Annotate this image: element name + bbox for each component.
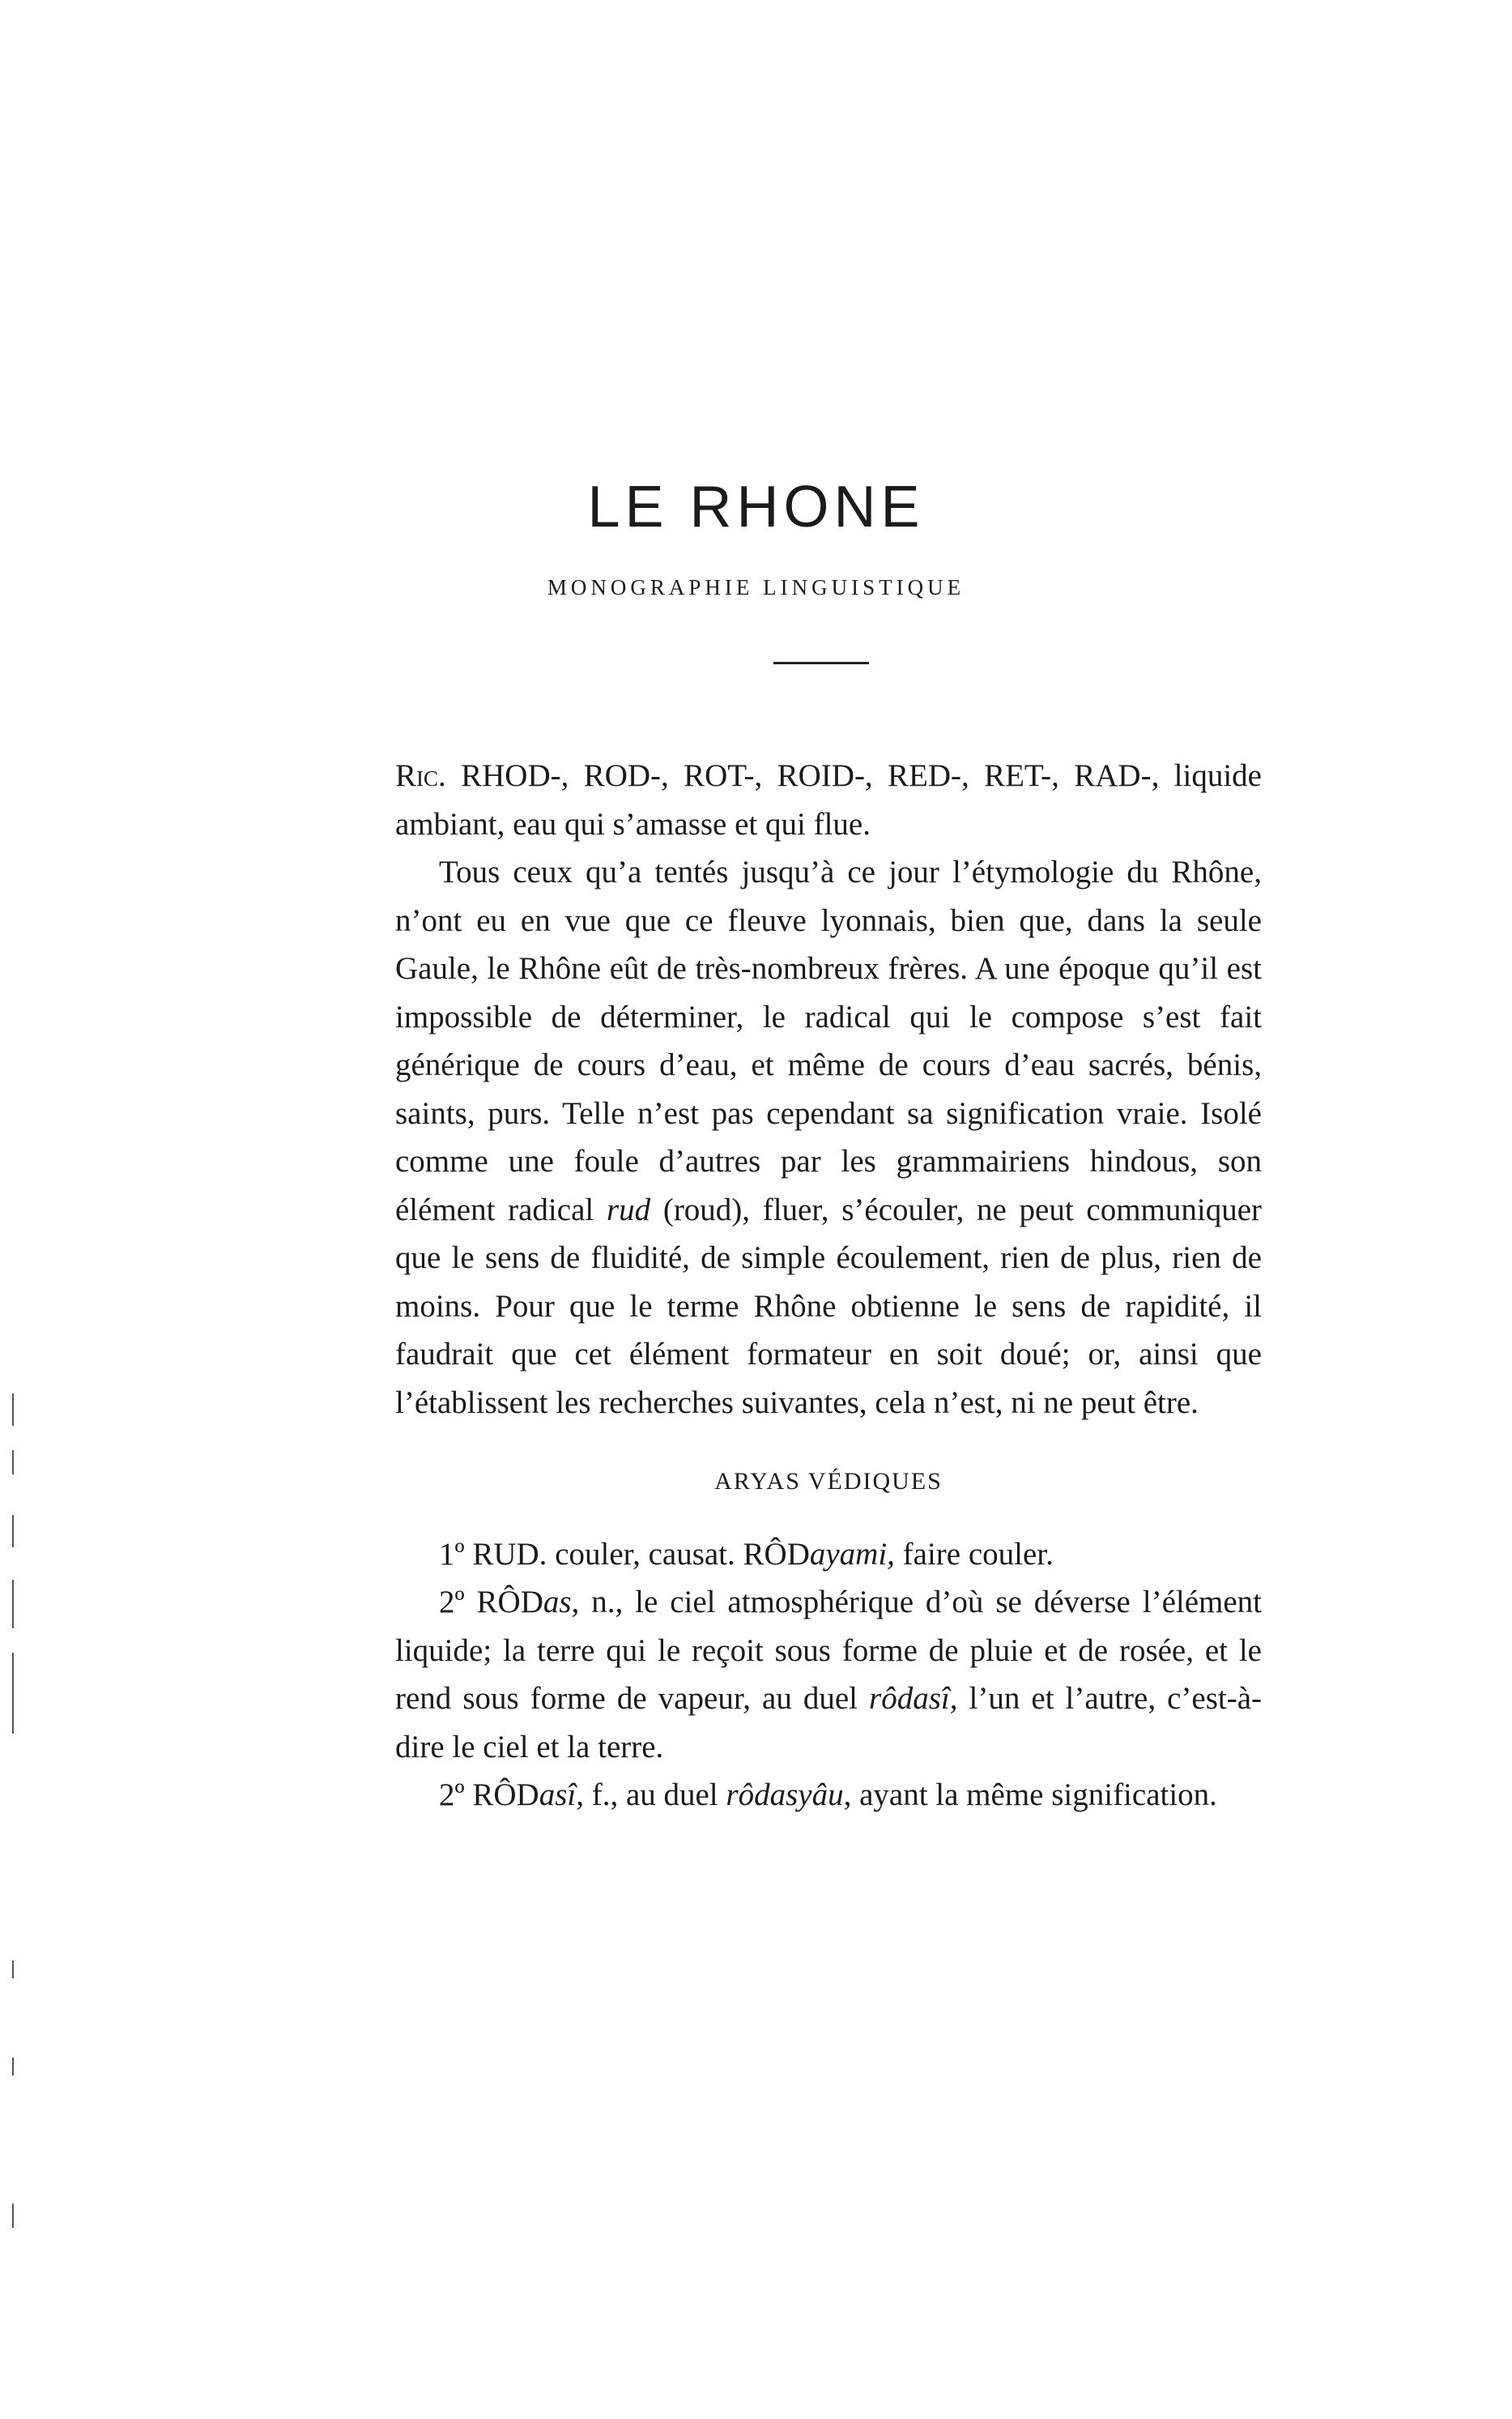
main-paragraph: [395, 848, 1262, 1427]
entry-1-text-a: couler, causat.: [555, 1536, 735, 1572]
entry-1-text-b: faire couler.: [902, 1536, 1054, 1572]
body-text: [395, 752, 1262, 1820]
scan-mark: [12, 2058, 14, 2076]
main-paragraph-rud: rud: [606, 1192, 651, 1227]
entry-2-form-it: rôdasî,: [869, 1681, 958, 1716]
title-divider: [773, 662, 869, 664]
scan-mark: [12, 1580, 14, 1628]
scan-mark: [12, 1653, 14, 1734]
entry-2-word-it: as,: [543, 1585, 580, 1619]
intro-lead-abbrev: ıc.: [416, 758, 446, 793]
intro-forms: RHOD-, ROD-, ROT-, ROID-, RED-, RET-, RAD-,: [461, 758, 1160, 793]
entry-2-text-a: n., le ciel atmosphérique d’où se déverse l’élément liquide; la terre qui le reçoit sous forme de pluie et de rosée, et le rend sous forme de vapeur, au duel: [395, 1585, 1263, 1716]
entry-3-num: 2º: [439, 1777, 465, 1812]
page-subtitle: MONOGRAPHIE LINGUISTIQUE: [547, 575, 965, 599]
entry-3-form-it: rôdasyâu,: [726, 1777, 852, 1812]
entry-2-num: 2º: [439, 1585, 465, 1619]
intro-gloss: liquide ambiant, eau qui s’amasse et qui flue.: [395, 758, 1262, 842]
scan-mark: [12, 1450, 14, 1474]
entry-2-text-b: l’un et l’autre, c’est-à-dire le ciel et la terre.: [395, 1681, 1263, 1764]
scan-mark: [12, 1393, 14, 1426]
entry-3: [395, 1771, 1262, 1820]
section-heading: ARYAS VÉDIQUES: [714, 1468, 943, 1495]
main-paragraph-text-a: Tous ceux qu’a tentés jusqu’à ce jour l’étymologie du Rhône, n’ont eu en vue que ce fleuve lyonnais, bien que, dans la seule Gaule, le Rhône eût de très-nombreux frères. A une époque qu’il est impossible de déterminer, le radical qui le compose s’est fait générique de cours d’eau, et même de cours d’eau sacrés, bénis, saints, purs. Telle n’est pas cependant sa signification vraie. Isolé comme une foule d’autres par les grammairiens hindous, son élément radical: [395, 855, 1262, 1227]
entry-1: [395, 1530, 1262, 1579]
scan-mark: [12, 2204, 14, 2228]
entry-1-num: 1º: [439, 1536, 465, 1572]
entry-1-word: RUD.: [472, 1536, 547, 1572]
entry-2: [395, 1578, 1262, 1771]
page-title: LE RHONE: [587, 475, 925, 540]
entry-1-form-sc: RÔD: [743, 1536, 810, 1572]
entry-3-word-it: asî,: [539, 1777, 584, 1812]
intro-lead: R: [395, 758, 417, 793]
entry-1-form-it: ayami,: [809, 1536, 895, 1572]
scan-mark: [12, 1515, 14, 1547]
intro-paragraph: [395, 752, 1262, 848]
entry-3-text-b: ayant la même signification.: [859, 1777, 1217, 1812]
entry-3-text-a: f., au duel: [591, 1777, 718, 1812]
entry-3-word-sc: RÔD: [472, 1777, 539, 1812]
entry-2-word-sc: RÔD: [476, 1585, 543, 1619]
main-paragraph-text-b: (roud), fluer, s’écouler, ne peut communiquer que le sens de fluidité, de simple écoulement, rien de plus, rien de moins. Pour que le terme Rhône obtienne le sens de rapidité, il faudrait que cet élément formateur en soit doué; or, ainsi que l’établissent les recherches suivantes, cela n’est, ni ne peut être.: [395, 1192, 1263, 1420]
scan-mark: [12, 1960, 14, 1978]
